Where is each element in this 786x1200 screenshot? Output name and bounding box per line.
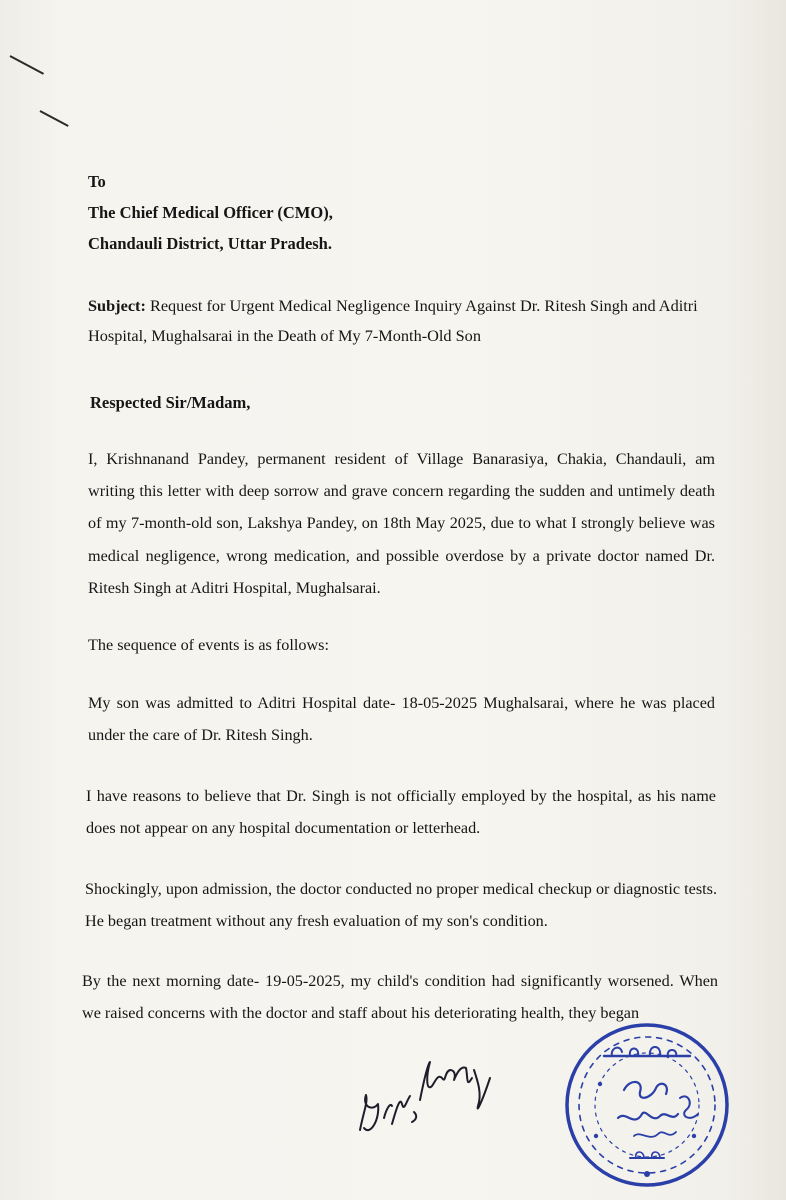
- subject-label: Subject:: [88, 296, 146, 315]
- subject-text: Request for Urgent Medical Negligence Inquiry Against Dr. Ritesh Singh and Aditri Hospital, Mughalsarai in the Death of My 7-Month-Old Son: [88, 296, 698, 345]
- salutation: Respected Sir/Madam,: [90, 393, 251, 412]
- paragraph: By the next morning date- 19-05-2025, my child's condition had significantly worsened. When we raised concerns with the doctor and staff about his deteriorating health, they began: [82, 972, 718, 1022]
- subject-line: [88, 291, 728, 351]
- pen-mark: [40, 110, 69, 127]
- seal-stamp: [560, 1018, 735, 1193]
- pen-mark: [10, 55, 44, 75]
- paragraph: Shockingly, upon admission, the doctor conducted no proper medical checkup or diagnostic tests. He began treatment without any fresh evaluation of my son's condition.: [85, 880, 717, 930]
- paragraph: I, Krishnanand Pandey, permanent resident of Village Banarasiya, Chakia, Chandauli, am writing this letter with deep sorrow and grave concern regarding the sudden and untimely death of my 7-month-old son, Lakshya Pandey, on 18th May 2025, due to what I strongly believe was medical negligence, wrong medication, and possible overdose by a private doctor named Dr. Ritesh Singh at Aditri Hospital, Mughalsarai.: [88, 450, 715, 597]
- recipient-title: The Chief Medical Officer (CMO),: [88, 203, 333, 222]
- paragraph: My son was admitted to Aditri Hospital date- 18-05-2025 Mughalsarai, where he was placed under the care of Dr. Ritesh Singh.: [88, 694, 715, 744]
- recipient-location: Chandauli District, Uttar Pradesh.: [88, 234, 332, 253]
- signature-image: [350, 1040, 500, 1140]
- paragraph: I have reasons to believe that Dr. Singh is not officially employed by the hospital, as his name does not appear on any hospital documentation or letterhead.: [86, 787, 716, 837]
- paragraph: The sequence of events is as follows:: [88, 636, 329, 654]
- recipient-to: To: [88, 172, 106, 191]
